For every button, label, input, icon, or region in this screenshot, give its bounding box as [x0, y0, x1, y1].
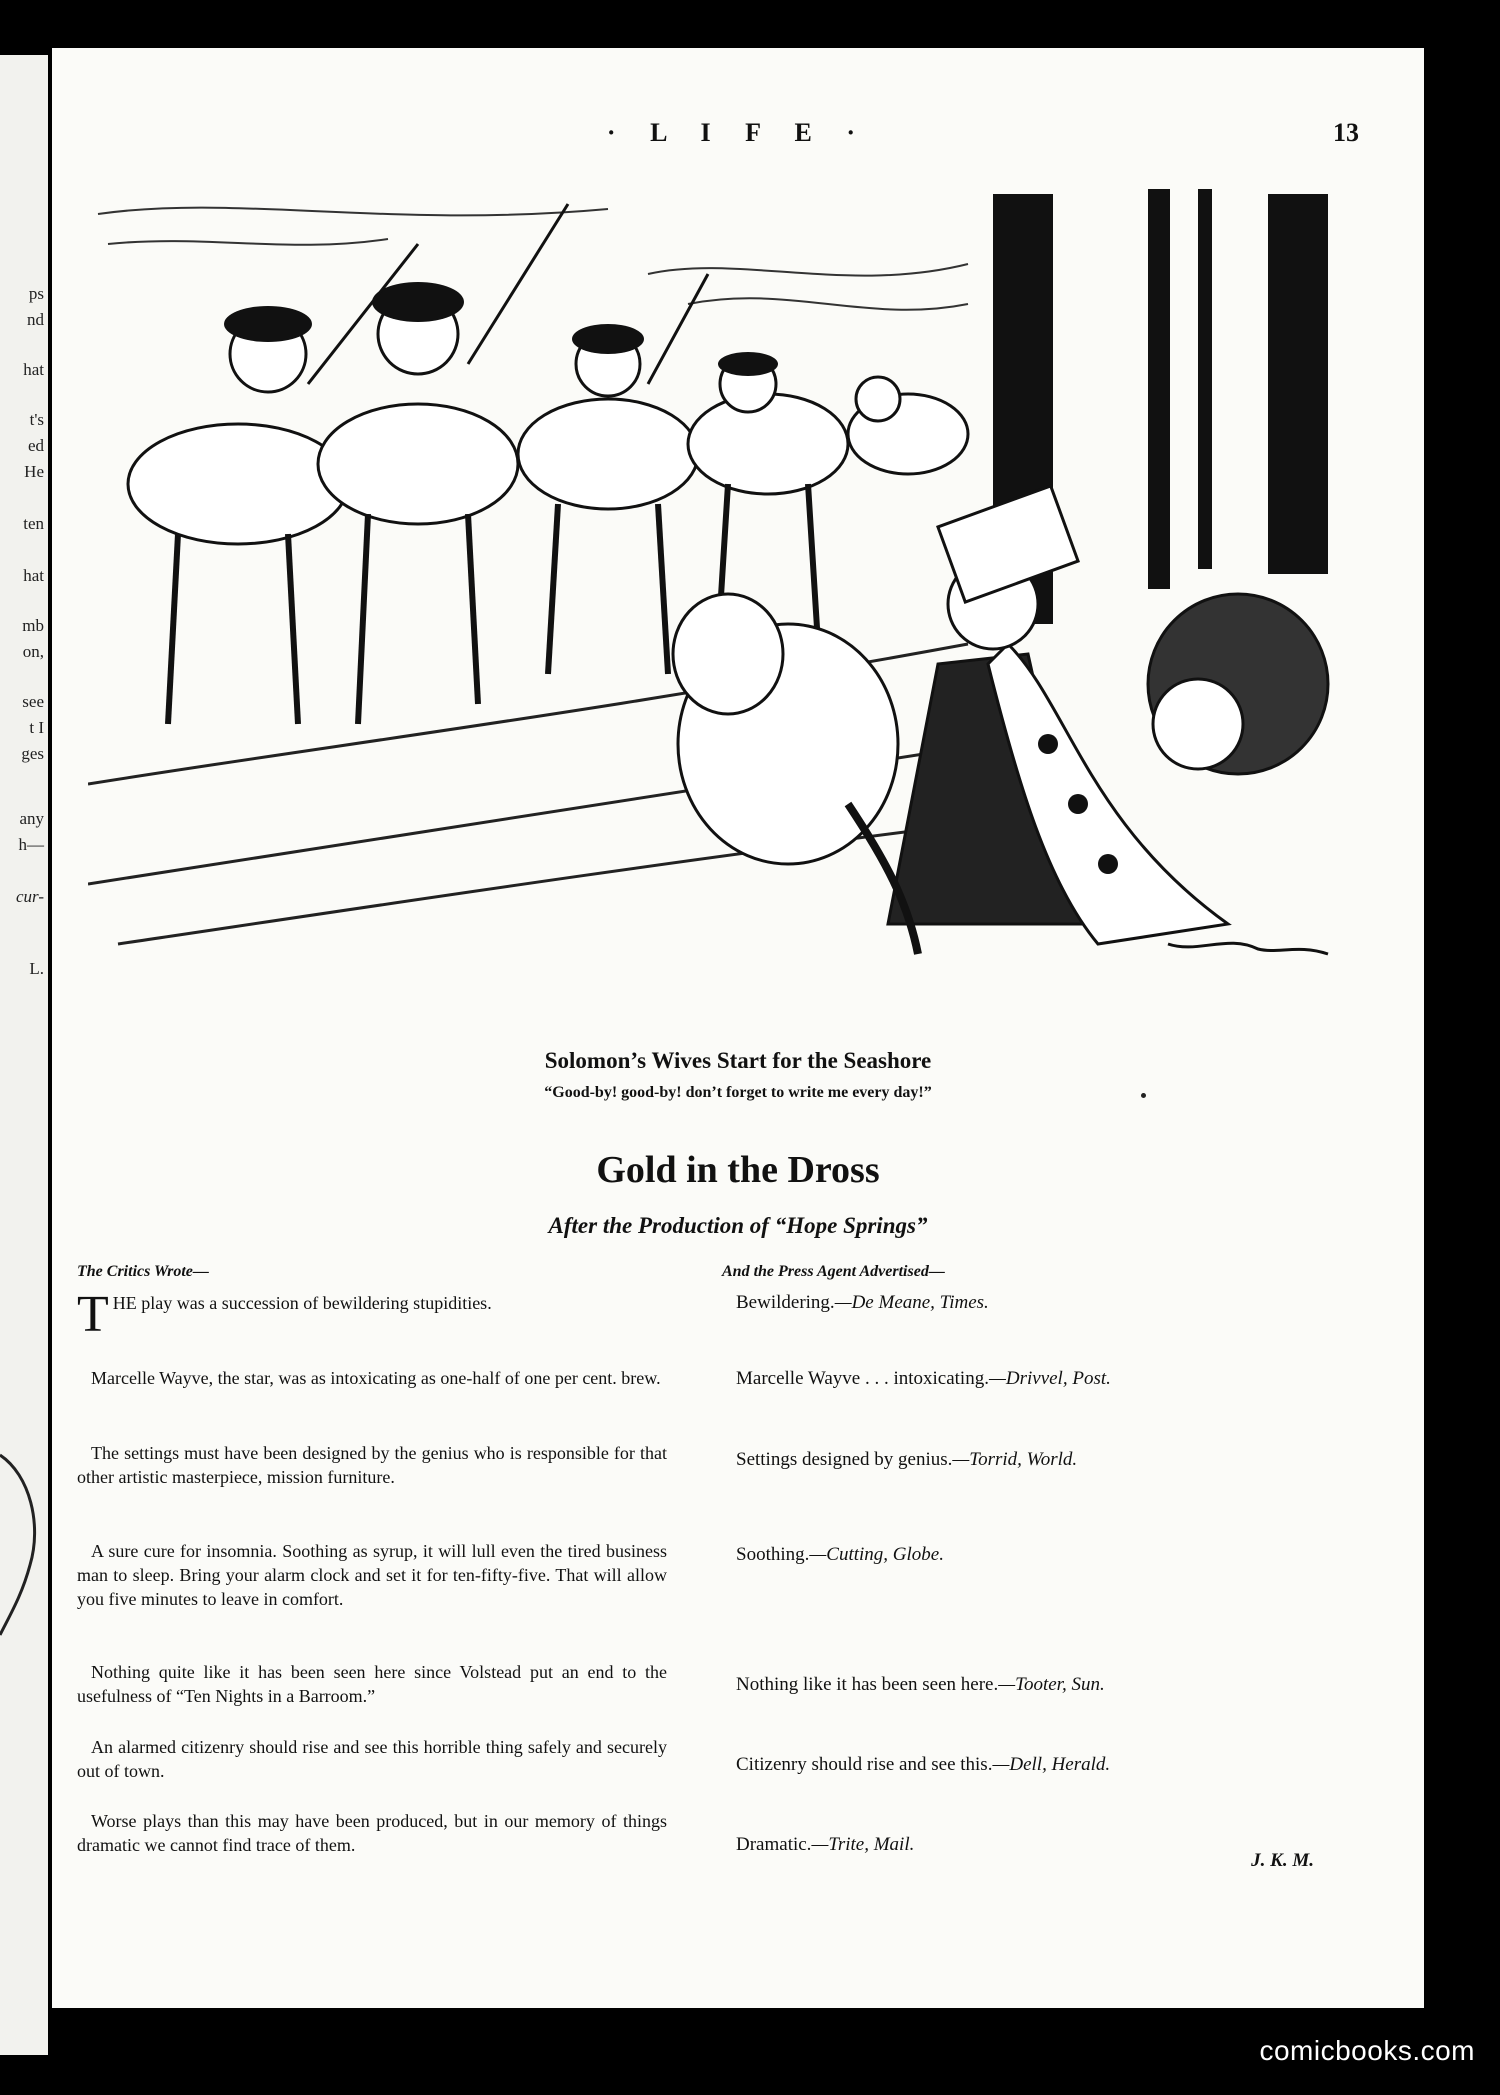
facing-text-fragment: He	[24, 462, 44, 481]
critic-paragraph: A sure cure for insomnia. Soothing as syrup, it will lull even the tired business man to sleep. Bring your alarm clock and set it for ten-fifty-five. That will allow you five minutes to leave in comfort.	[77, 1541, 667, 1609]
critic-paragraph: THE play was a succession of bewildering stupidities.	[77, 1286, 492, 1343]
facing-text-fragment: see	[22, 692, 44, 711]
facing-text-fragment: hat	[23, 360, 44, 379]
critic-paragraph: Worse plays than this may have been produced, but in our memory of things dramatic we cannot find trace of them.	[77, 1811, 667, 1855]
critic-paragraph: Nothing quite like it has been seen here since Volstead put an end to the usefulness of “Ten Nights in a Barroom.”	[77, 1662, 667, 1706]
facing-text-fragment: ps	[28, 284, 44, 303]
cartoon-caption-quote: “Good-by! good-by! don’t forget to write me every day!”	[544, 1084, 932, 1101]
printing-speck	[1141, 1093, 1146, 1098]
facing-text-fragment: mb	[22, 616, 44, 635]
critic-paragraph: Marcelle Wayve, the star, was as intoxicating as one-half of one per cent. brew.	[91, 1368, 661, 1388]
page-number: 13	[1333, 118, 1359, 147]
critic-paragraph: The settings must have been designed by the genius who is responsible for that other artistic masterpiece, mission furniture.	[77, 1443, 667, 1487]
press-quote: Settings designed by genius.—Torrid, World.	[736, 1449, 1078, 1470]
facing-text-fragment: hat	[23, 566, 44, 585]
press-agent-column	[722, 1263, 1322, 1855]
facing-text-fragment: ges	[21, 744, 44, 763]
masthead: · L I F E ·	[606, 118, 870, 147]
critics-heading: The Critics Wrote—	[77, 1263, 209, 1280]
facing-text-fragment: any	[19, 809, 44, 828]
drop-cap: T	[77, 1286, 109, 1343]
critic-paragraph: An alarmed citizenry should rise and see this horrible thing safely and securely out of town.	[77, 1737, 667, 1781]
cartoon-illustration	[88, 184, 1343, 996]
facing-illustration-fragment	[0, 1435, 48, 1655]
facing-page-edge	[0, 55, 48, 2055]
facing-text-fragment: ten	[23, 514, 44, 533]
facing-text-fragment: t I	[29, 718, 44, 737]
critics-column	[77, 1263, 667, 1855]
press-quote: Soothing.—Cutting, Globe.	[736, 1544, 944, 1565]
magazine-page	[52, 48, 1424, 2008]
facing-text-fragment: L.	[29, 959, 44, 978]
press-quote: Marcelle Wayve . . . intoxicating.—Drivvel, Post.	[736, 1368, 1111, 1389]
watermark: comicbooks.com	[1259, 2035, 1475, 2066]
press-quote: Bewildering.—De Meane, Times.	[736, 1292, 989, 1313]
cartoon-caption-title: Solomon’s Wives Start for the Seashore	[544, 1048, 932, 1073]
facing-text-fragment: h—	[18, 835, 44, 854]
facing-text-fragment: nd	[27, 310, 44, 329]
facing-text-fragment: t's	[29, 410, 44, 429]
author-signature: J. K. M.	[1251, 1850, 1314, 1871]
facing-text-fragment: ed	[27, 436, 44, 455]
press-heading: And the Press Agent Advertised—	[722, 1263, 945, 1280]
facing-text-fragment: on,	[22, 642, 44, 661]
article-title: Gold in the Dross	[596, 1149, 880, 1191]
facing-text-fragment: cur-	[16, 887, 44, 906]
press-quote: Nothing like it has been seen here.—Tooter, Sun.	[736, 1674, 1105, 1695]
article-subtitle: After the Production of “Hope Springs”	[548, 1213, 928, 1238]
press-quote: Dramatic.—Trite, Mail.	[736, 1834, 915, 1855]
press-quote: Citizenry should rise and see this.—Dell, Herald.	[736, 1754, 1111, 1775]
